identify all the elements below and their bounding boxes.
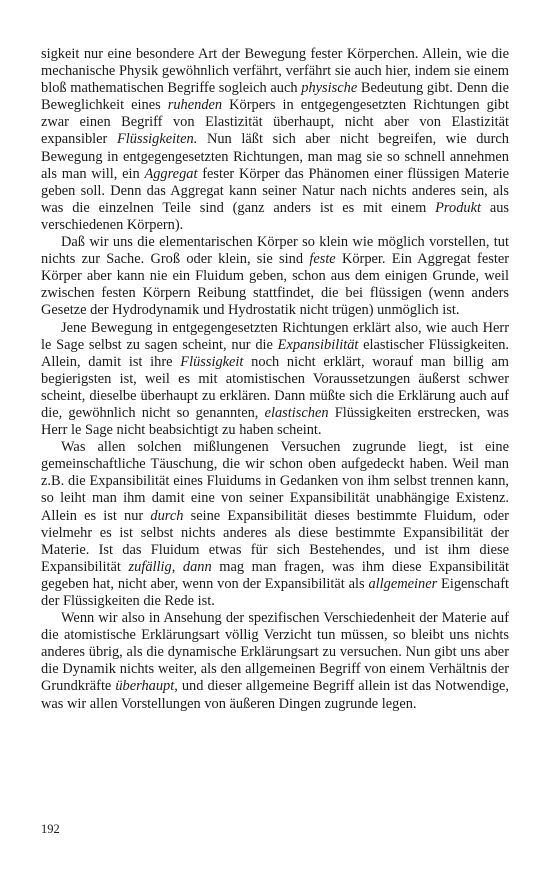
- emphasis-text: zufällig, dann: [128, 558, 212, 575]
- paragraph: [41, 234, 509, 319]
- body-text: fester Körper das Phänomen einer flüssigen Materie geben soll. Denn das Aggregat kann seiner Natur nach nichts anderes sein, als was die einzelnen Teile sind (ganz anders ist es mit einem: [41, 165, 510, 216]
- emphasis-text: überhaupt: [115, 678, 175, 695]
- body-text: elastischer Flüssigkeiten. Allein, damit ist ihre: [41, 336, 509, 370]
- body-text: Flüssigkeiten erstrecken, was Herr le Sage nicht beabsichtigt zu haben scheint.: [41, 404, 509, 439]
- emphasis-text: Flüssigkeiten.: [116, 131, 198, 148]
- emphasis-text: elastischen: [264, 404, 329, 421]
- emphasis-text: Produkt: [435, 199, 481, 216]
- body-text: , und dieser allgemeine Begriff allein ist das Notwendige, was wir allen Vorstellungen von äußeren Dingen zugrunde legen.: [41, 678, 509, 712]
- emphasis-text: Aggregat: [144, 165, 198, 182]
- emphasis-text: feste: [309, 251, 336, 268]
- emphasis-text: ruhenden: [167, 97, 223, 114]
- paragraph: [41, 46, 509, 234]
- body-text: sigkeit nur eine besondere Art der Bewegung fester Körperchen. Allein, wie die mechanische Physik gewöhnlich verfährt, verfährt sie auch hier, indem sie einem bloß mathematischen Begriffe sogleich auch: [41, 46, 509, 97]
- body-text: Was allen solchen mißlungenen Versuchen zugrunde liegt, ist eine gemeinschaftliche Täuschung, die wir schon oben aufgedeckt haben. Weil man z.B. die Expansibilität eines Fluidums in Gedanken von ihm selbst trennen kann, so leiht man ihm damit eine von seiner Expansibilität unabhängige Existenz. Allein es ist nur: [41, 439, 509, 524]
- body-text: Daß wir uns die elementarischen Körper so klein wie möglich vorstellen, tut nichts zur Sache. Groß oder klein, sie sind: [41, 234, 509, 268]
- body-text: Körpers in entgegengesetzten Richtungen gibt zwar einen Begriff von Elastizität überhaupt, nicht aber von Elastizität expansibler: [41, 97, 509, 148]
- body-text: Eigenschaft der Flüssigkeiten die Rede ist.: [41, 575, 509, 609]
- paragraph: [41, 610, 509, 713]
- body-text: mag man fragen, was ihm diese Expansibilität gegeben hat, nicht aber, wenn von der Expansibilität als: [41, 558, 509, 592]
- body-text: Bedeutung gibt. Denn die Beweglichkeit eines: [41, 80, 509, 114]
- body-text: Körper. Ein Aggregat fester Körper aber kann nie ein Fluidum geben, schon aus dem einigen Grunde, weil zwischen festen Körpern Reibung stattfindet, die bei flüssigen (wenn anders Gesetze der Hydrodynamik und Hydrostatik nicht trügen) unmöglich ist.: [41, 251, 510, 319]
- body-text: aus verschiedenen Körpern).: [41, 199, 509, 233]
- body-text: Wenn wir also in Ansehung der spezifischen Verschiedenheit der Materie auf die atomistische Erklärungsart völlig Verzicht tun müssen, so bleibt uns nichts anderes übrig, als die dynamische Erklärungsart zu versuchen. Nun gibt uns aber die Dynamik nichts weiter, als den allgemeinen Begriff von einem Verhältnis der Grundkräfte: [41, 610, 509, 695]
- body-text: Jene Bewegung in entgegengesetzten Richtungen erklärt also, wie auch Herr le Sage selbst zu sagen scheint, nur die: [41, 319, 509, 353]
- page-number: 192: [41, 822, 60, 836]
- emphasis-text: Expansibilität: [277, 336, 359, 353]
- emphasis-text: allgemeiner: [368, 575, 438, 592]
- text-column: [41, 46, 509, 713]
- emphasis-text: physische: [301, 80, 358, 97]
- page-body: [41, 46, 509, 713]
- emphasis-text: durch: [150, 507, 184, 524]
- paragraph: [41, 320, 509, 440]
- paragraph: [41, 439, 509, 610]
- body-text: Nun läßt sich aber nicht begreifen, wie durch Bewegung in entgegengesetzten Richtungen, man mag sie so schnell annehmen als man will, ein: [41, 131, 509, 182]
- body-text: noch nicht erklärt, worauf man billig am begierigsten ist, weil es mit atomistischen Voraussetzungen äußerst schwer scheint, dieselbe überhaupt zu erklären. Dann müßte sich die Erklärung auch auf die, gewöhnlich nicht so genannten,: [41, 353, 510, 421]
- body-text: seine Expansibilität dieses bestimmte Fluidum, oder vielmehr es ist selbst nichts anderes als diese bestimmte Expansibilität der Materie. Ist das Fluidum etwas für sich Bestehendes, und ist ihm diese Expansibilität: [41, 507, 509, 575]
- emphasis-text: Flüssigkeit: [180, 353, 244, 370]
